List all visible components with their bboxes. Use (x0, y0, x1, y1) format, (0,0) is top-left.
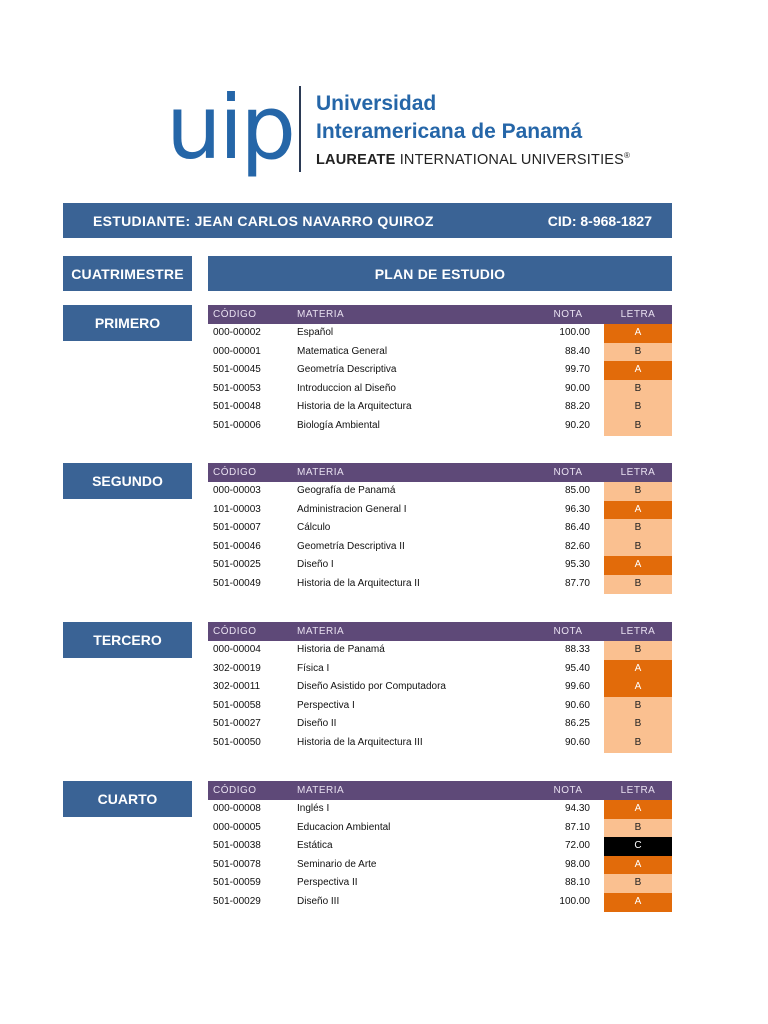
table-header (208, 463, 672, 482)
table-row (208, 678, 672, 697)
column-header-letra: LETRA (620, 467, 656, 478)
table-row (208, 715, 672, 734)
table-row (208, 837, 672, 856)
column-header-materia: MATERIA (297, 785, 345, 796)
grades-table (208, 781, 672, 912)
logo-name-line: Interamericana de Panamá (316, 120, 583, 143)
course-letter: B (604, 819, 672, 838)
table-row (208, 641, 672, 660)
course-letter: B (604, 715, 672, 734)
course-letter: A (604, 856, 672, 875)
course-subject: Cálculo (297, 522, 331, 534)
course-subject: Perspectiva II (297, 877, 358, 889)
course-subject: Geografía de Panamá (297, 485, 396, 496)
student-name: ESTUDIANTE: JEAN CARLOS NAVARRO QUIROZ (93, 213, 434, 229)
table-row (208, 482, 672, 501)
course-subject: Diseño III (297, 895, 340, 907)
column-header-nota: NOTA (553, 467, 583, 478)
course-letter: B (604, 482, 672, 501)
table-row (208, 874, 672, 893)
column-header-materia: MATERIA (297, 626, 345, 637)
table-row (208, 343, 672, 362)
course-grade: 99.60 (564, 681, 590, 693)
column-header-nota: NOTA (553, 309, 583, 320)
course-code: 501-00053 (213, 382, 261, 394)
course-grade: 88.20 (564, 401, 590, 413)
course-code: 000-00001 (213, 345, 261, 357)
column-header-codigo: CÓDIGO (213, 467, 257, 478)
course-letter: B (604, 380, 672, 399)
course-grade: 98.00 (564, 858, 590, 870)
semester-label: TERCERO (63, 622, 192, 658)
course-code: 101-00003 (213, 503, 261, 515)
table-header (208, 305, 672, 324)
column-header-nota: NOTA (553, 626, 583, 637)
column-header-letra: LETRA (620, 626, 656, 637)
course-letter: A (604, 361, 672, 380)
course-letter: B (604, 734, 672, 753)
university-logo (166, 76, 631, 179)
semester-label: PRIMERO (63, 305, 192, 341)
grades-table (208, 305, 672, 436)
course-code: 501-00006 (213, 419, 261, 431)
course-grade: 87.10 (564, 821, 590, 833)
course-subject: Física I (297, 662, 330, 674)
table-row (208, 417, 672, 436)
course-letter: B (604, 874, 672, 893)
student-info-bar (63, 203, 672, 238)
course-letter: A (604, 678, 672, 697)
course-code: 501-00025 (213, 559, 261, 571)
course-letter: B (604, 417, 672, 436)
course-subject: Diseño Asistido por Computadora (297, 681, 446, 693)
course-letter: A (604, 800, 672, 819)
course-subject: Seminario de Arte (297, 858, 377, 870)
course-subject: Español (297, 327, 334, 338)
column-header-nota: NOTA (553, 785, 583, 796)
logo-university-line: Universidad (316, 92, 437, 115)
logo-divider (299, 86, 301, 172)
course-grade: 86.40 (564, 522, 590, 534)
table-row (208, 501, 672, 520)
logo-mark: uip (166, 76, 294, 179)
course-code: 501-00049 (213, 577, 261, 589)
table-row (208, 856, 672, 875)
course-code: 000-00002 (213, 327, 261, 338)
column-header-materia: MATERIA (297, 467, 345, 478)
course-code: 501-00050 (213, 736, 261, 748)
course-code: 501-00007 (213, 522, 261, 534)
cuatrimestre-header: CUATRIMESTRE (63, 256, 192, 291)
course-subject: Administracion General I (297, 503, 407, 515)
course-code: 302-00011 (213, 681, 261, 693)
course-grade: 86.25 (564, 718, 590, 730)
course-code: 501-00046 (213, 540, 261, 552)
column-header-letra: LETRA (620, 309, 656, 320)
table-row (208, 361, 672, 380)
course-code: 501-00078 (213, 858, 261, 870)
course-subject: Geometría Descriptiva (297, 364, 397, 376)
course-grade: 85.00 (564, 485, 590, 496)
course-grade: 90.60 (564, 699, 590, 711)
course-grade: 72.00 (564, 840, 590, 852)
course-subject: Diseño II (297, 718, 337, 730)
course-letter: B (604, 575, 672, 594)
grades-table (208, 622, 672, 753)
course-grade: 90.00 (564, 382, 590, 394)
course-grade: 90.20 (564, 419, 590, 431)
course-subject: Biología Ambiental (297, 419, 380, 431)
course-subject: Estática (297, 840, 333, 852)
course-letter: A (604, 556, 672, 575)
course-subject: Inglés I (297, 803, 330, 814)
table-row (208, 893, 672, 912)
course-code: 000-00008 (213, 803, 261, 814)
logo-network-rest: INTERNATIONAL UNIVERSITIES (395, 151, 625, 168)
logo-registered-mark: ® (624, 151, 631, 160)
course-letter: B (604, 641, 672, 660)
column-header-codigo: CÓDIGO (213, 785, 257, 796)
course-code: 501-00048 (213, 401, 261, 413)
course-grade: 99.70 (564, 364, 590, 376)
course-code: 501-00038 (213, 840, 261, 852)
table-row (208, 660, 672, 679)
course-letter: C (604, 837, 672, 856)
course-code: 501-00059 (213, 877, 261, 889)
course-code: 501-00029 (213, 895, 261, 907)
logo-network-line (316, 151, 630, 168)
course-letter: B (604, 398, 672, 417)
table-row (208, 697, 672, 716)
course-code: 000-00004 (213, 644, 261, 655)
course-letter: A (604, 893, 672, 912)
column-header-codigo: CÓDIGO (213, 626, 257, 637)
course-subject: Introduccion al Diseño (297, 382, 396, 394)
column-header-letra: LETRA (620, 785, 656, 796)
course-code: 000-00003 (213, 485, 261, 496)
course-grade: 96.30 (564, 503, 590, 515)
course-grade: 94.30 (564, 803, 590, 814)
course-code: 501-00027 (213, 718, 261, 730)
table-header (208, 781, 672, 800)
semester-label: SEGUNDO (63, 463, 192, 499)
column-header-materia: MATERIA (297, 309, 345, 320)
course-grade: 88.40 (564, 345, 590, 357)
table-row (208, 538, 672, 557)
column-header-codigo: CÓDIGO (213, 309, 257, 320)
course-letter: A (604, 324, 672, 343)
course-subject: Historia de la Arquitectura (297, 401, 412, 413)
course-subject: Historia de la Arquitectura II (297, 577, 420, 589)
table-row (208, 819, 672, 838)
grades-table (208, 463, 672, 594)
course-grade: 95.40 (564, 662, 590, 674)
table-row (208, 380, 672, 399)
course-subject: Matematica General (297, 345, 388, 357)
table-row (208, 398, 672, 417)
course-subject: Historia de Panamá (297, 644, 385, 655)
plan-de-estudio-header: PLAN DE ESTUDIO (208, 256, 672, 291)
student-cid: CID: 8-968-1827 (547, 213, 652, 229)
course-subject: Diseño I (297, 559, 334, 571)
course-grade: 100.00 (559, 895, 590, 907)
course-letter: B (604, 343, 672, 362)
course-subject: Educacion Ambiental (297, 821, 391, 833)
course-grade: 90.60 (564, 736, 590, 748)
course-letter: B (604, 538, 672, 557)
course-subject: Perspectiva I (297, 699, 355, 711)
course-grade: 82.60 (564, 540, 590, 552)
table-row (208, 324, 672, 343)
table-row (208, 556, 672, 575)
course-code: 000-00005 (213, 821, 261, 833)
table-row (208, 575, 672, 594)
course-grade: 88.10 (564, 877, 590, 889)
table-header (208, 622, 672, 641)
course-subject: Geometría Descriptiva II (297, 540, 405, 552)
course-code: 501-00058 (213, 699, 261, 711)
course-letter: B (604, 519, 672, 538)
course-letter: A (604, 660, 672, 679)
course-subject: Historia de la Arquitectura III (297, 736, 423, 748)
course-grade: 88.33 (564, 644, 590, 655)
table-row (208, 519, 672, 538)
course-grade: 87.70 (564, 577, 590, 589)
course-letter: B (604, 697, 672, 716)
course-code: 501-00045 (213, 364, 261, 376)
course-letter: A (604, 501, 672, 520)
course-grade: 100.00 (559, 327, 590, 338)
course-code: 302-00019 (213, 662, 261, 674)
table-row (208, 734, 672, 753)
semester-label: CUARTO (63, 781, 192, 817)
course-grade: 95.30 (564, 559, 590, 571)
logo-laureate: LAUREATE (316, 151, 396, 168)
table-row (208, 800, 672, 819)
